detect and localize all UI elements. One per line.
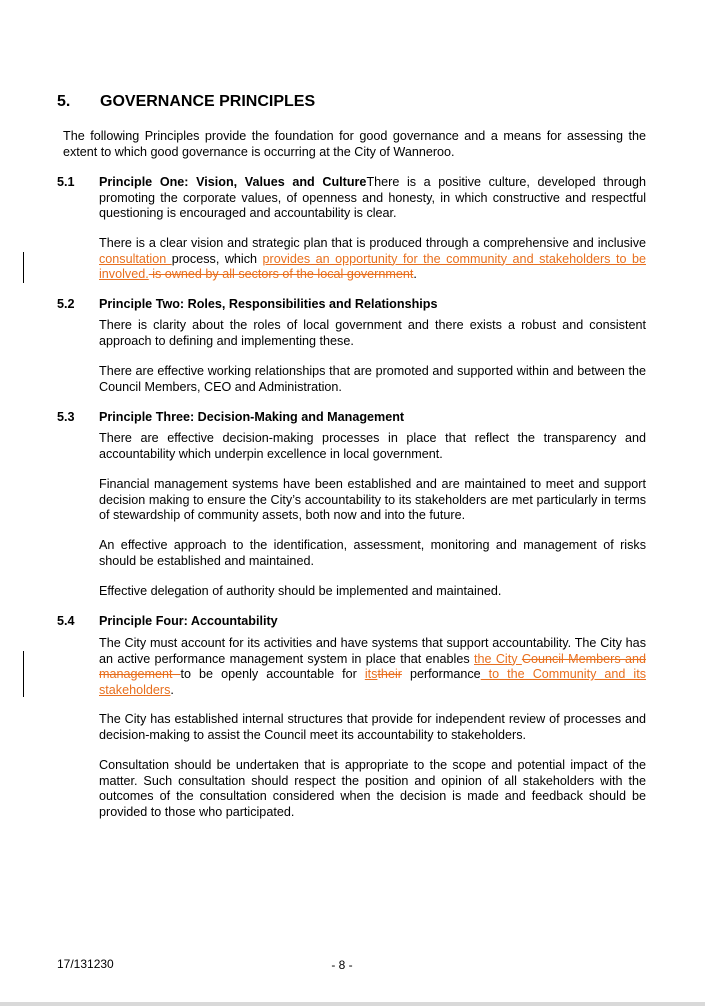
principle-two-paragraph-2: There are effective working relationships that are promoted and supported within and between the Council Members, CEO and Administration. bbox=[99, 364, 646, 394]
principle-two-paragraph-1: There is clarity about the roles of local government and there exists a robust and consistent approach to defining and implementing these. bbox=[99, 318, 646, 348]
principle-three-paragraph-2: Financial management systems have been established and are maintained to meet and support decision making to ensure the City’s accountability to its stakeholders are met particularly in terms of stewardship of community assets, both now and into the future. bbox=[99, 477, 646, 522]
page-number: - 8 - bbox=[331, 958, 353, 972]
deleted-text: is owned by all sectors of the local government bbox=[148, 267, 414, 281]
subsection-number: 5.2 bbox=[57, 297, 75, 311]
inserted-text: provides an opportunity for the community and stakeholders to be involved. bbox=[99, 251, 646, 281]
intro-paragraph: The following Principles provide the foundation for good governance and a means for assessing the extent to which good governance is occurring at the City of Wanneroo. bbox=[63, 129, 646, 159]
principle-four-paragraph-3: Consultation should be undertaken that is appropriate to the scope and potential impact of the matter. Such consultation should respect the position and opinion of all stakeholders with the outcomes of the consultation considered when the decision is made and feedback should be provided to those who participated. bbox=[99, 758, 646, 819]
principle-three-paragraph-1: There are effective decision-making processes in place that reflect the transparency and accountability which underpin excellence in local government. bbox=[99, 431, 646, 461]
page-bottom-edge bbox=[0, 1002, 705, 1006]
principle-one-paragraph-1: Principle One: Vision, Values and CultureThere is a positive culture, developed through promoting the corporate values, of openness and honesty, in which constructive and respectful questioning is encouraged and accountability is clear. bbox=[99, 175, 647, 220]
section-heading-number: 5. bbox=[57, 93, 71, 110]
inserted-text: to the Community and its stakeholders bbox=[99, 667, 647, 697]
document-reference: 17/131230 bbox=[57, 957, 114, 971]
subsection-title: Principle One: Vision, Values and Culture bbox=[99, 175, 367, 189]
subsection-number: 5.4 bbox=[57, 614, 75, 628]
subsection-number: 5.1 bbox=[57, 175, 75, 189]
deleted-text: Council Members and management bbox=[99, 651, 646, 681]
inserted-text: its bbox=[364, 667, 378, 681]
inserted-text: the City bbox=[473, 651, 522, 666]
subsection-number: 5.3 bbox=[57, 410, 75, 424]
subsection-title: Principle Four: Accountability bbox=[99, 614, 278, 628]
principle-one-paragraph-2: There is a clear vision and strategic plan that is produced through a comprehensive and inclusive consultation process, which provides an opportunity for the community and stakeholders to be involved. is owned by all sectors of the local government. bbox=[99, 236, 646, 281]
principle-three-paragraph-4: Effective delegation of authority should be implemented and maintained. bbox=[99, 584, 502, 598]
change-bar bbox=[23, 651, 24, 697]
deleted-text: their bbox=[377, 667, 402, 681]
inserted-text: consultation bbox=[99, 251, 172, 266]
subsection-title: Principle Two: Roles, Responsibilities and Relationships bbox=[99, 297, 438, 311]
principle-four-paragraph-1: The City must account for its activities and have systems that support accountability. The City has an active performance management system in place that enables the City Council Members and management to be openly accountable for itstheir performance to the Community and its stakeholders. bbox=[99, 636, 647, 697]
change-bar bbox=[23, 252, 24, 283]
section-heading bbox=[57, 92, 657, 112]
principle-three-paragraph-3: An effective approach to the identification, assessment, monitoring and management of risks should be established and maintained. bbox=[99, 538, 646, 568]
subsection-title: Principle Three: Decision-Making and Management bbox=[99, 410, 405, 424]
section-heading-title: GOVERNANCE PRINCIPLES bbox=[100, 93, 316, 110]
principle-four-paragraph-2: The City has established internal structures that provide for independent review of processes and decision-making to assist the Council meet its accountability to stakeholders. bbox=[99, 712, 646, 742]
